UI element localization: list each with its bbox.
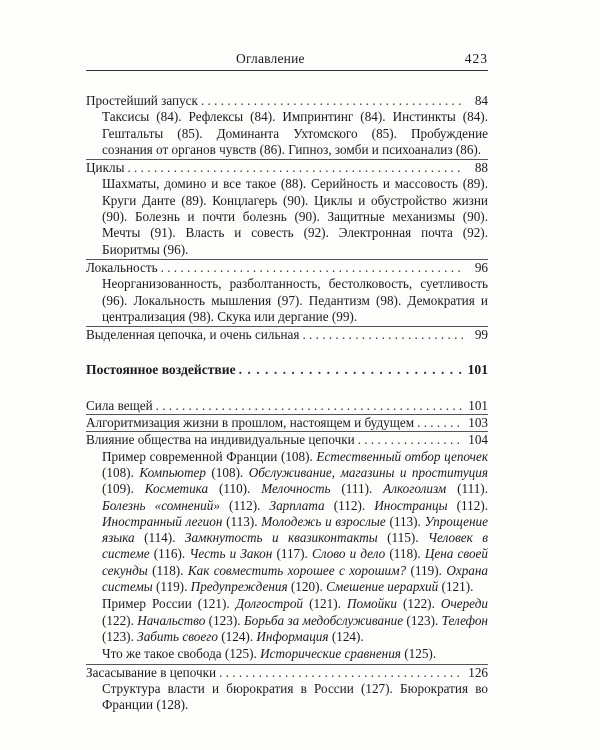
toc-subtopic-italic: Естественный отбор цепочек [316,448,488,464]
toc-subtopic-italic: Начальство [137,612,206,628]
toc-subtopic-italic: Иностранцы [374,497,448,513]
toc-entry[interactable] [86,327,488,343]
toc-subtopic-text: (113). [222,513,262,529]
toc-subtopic-text: (124). [328,628,364,644]
toc-subtopic-italic: Косметика [144,481,209,497]
toc-part-label: Постоянное воздействие [86,362,236,378]
toc-leader-dots [358,432,463,448]
toc-subtopic-text: (121). [303,596,347,612]
toc-entry-label: Локальность [86,259,158,275]
header-page-number: 423 [464,51,488,66]
toc-subtopic-italic: Обслуживание, магазины и проституция [248,464,488,480]
toc-subtopic-text: (111). [330,481,384,497]
toc-subtopic-italic: Телефон [441,612,488,628]
toc-leader-dots [161,260,463,276]
toc-entry[interactable] [86,160,488,176]
toc-entry-label: Засасывание в цепочки [86,664,217,680]
toc-entry[interactable] [86,260,488,276]
toc-entry-label: Простейший запуск [86,93,198,108]
toc-subtopic-italic: Смешение иерархий [326,579,439,595]
toc-part-page: 101 [467,362,488,378]
toc-entry-label: Выделенная цепочка, и очень сильная [86,327,300,343]
toc-subtopics: Шахматы, домино и все такое (88). Серийность и массовость (89). Круги Данте (89). Концлагерь (90). Циклы и обустройство жизни (90). Болезнь и почти болезнь (90). Защитные механизмы (90). Мечты (91). Власть и совесть (92). Электронная почта (92). Биоритмы (96). [102,176,488,257]
toc-entry[interactable] [86,415,488,431]
toc-subtopic-italic: Человек в системе [102,530,489,562]
toc-subtopics-freedom [102,646,488,662]
toc-entry-page: 104 [468,432,488,448]
toc-subtopic-text: Пример современной Франции (108). [102,448,317,464]
toc-subtopic-text: (112). [324,497,375,513]
toc-subtopic-text: (118). [385,546,425,562]
toc-subtopic-italic: Предупреждения [190,579,288,595]
toc-subtopics: Неорганизованность, разболтанность, бестолковость, суетливость (96). Локальность мышления (97). Педантизм (98). Демократия и централизация (98). Скука или дергание (99). [102,276,488,324]
toc-leader-dots [417,415,463,431]
toc-entry-page: 84 [474,93,488,108]
toc-subtopic-text: (116). [149,546,190,562]
toc-leader-dots [156,398,463,414]
toc-entry-page: 101 [468,397,488,413]
toc-subtopic-italic: Мелочность [261,481,331,497]
toc-subtopic-italic: Алкоголизм [383,481,447,497]
running-header [86,48,488,71]
toc-leader-dots [239,362,463,378]
toc-subtopic-text: (119). [152,579,191,595]
toc-subtopic-italic: Слово и дело [311,546,386,562]
toc-subtopic-text: (120). [287,579,327,595]
toc-subtopic-text: (122). [396,596,441,612]
toc-subtopic-italic: Охрана системы [102,562,489,595]
toc-subtopic-italic: Очереди [440,596,488,612]
toc-subtopic-italic: Молодежь и взрослые [261,513,386,529]
toc-subtopic-text: (109). [102,481,145,497]
toc-leader-dots [127,160,463,176]
toc-subtopic-italic: Исторические сравнения [260,646,401,662]
toc-entry-label: Алгоритмизация жизни в прошлом, настоящем и будущем [86,415,415,431]
toc-entry[interactable] [86,665,488,681]
toc-entry-label: Циклы [86,160,125,176]
toc-entry-label: Сила вещей [86,397,153,413]
toc-subtopic-italic: Цена своей секунды [102,546,489,578]
toc-entry-page: 103 [468,415,488,431]
toc-subtopic-text: (123). [205,612,244,628]
toc-subtopic-italic: Помойки [346,596,397,612]
toc-subtopics-russia [102,596,488,645]
toc-subtopic-text: (123). [403,612,442,628]
toc-subtopic-text: (108). [102,464,140,480]
toc-leader-dots [302,327,463,343]
toc-leader-dots [219,665,463,681]
toc-subtopic-text: (125). [400,646,437,662]
toc-subtopic-italic: Компьютер [139,464,206,480]
toc-subtopic-text: Пример России (121). [102,596,236,612]
toc-subtopic-text: (117). [272,546,312,562]
toc-subtopic-italic: Честь и Закон [189,546,273,562]
toc-entry-page: 99 [474,327,488,343]
header-title: Оглавление [236,51,305,66]
toc-subtopic-italic: Упрощение языка [102,513,489,546]
toc-subtopic-italic: Как совместить хорошее с хорошим? [187,562,407,578]
toc-subtopic-text: (112). [447,497,489,513]
toc-subtopic-text: (115). [377,530,428,546]
toc-subtopics: Структура власти и бюрократия в России (127). Бюрократия во Франции (128). [102,680,488,713]
toc-subtopic-text: (121). [438,579,474,595]
toc-content [86,93,488,714]
toc-subtopic-text: (112). [219,497,270,513]
toc-subtopic-text: (114). [134,530,185,546]
toc-part-entry[interactable] [86,362,488,378]
toc-entry[interactable] [86,398,488,414]
toc-entry[interactable] [86,93,488,109]
toc-subtopic-text: Что же такое свобода (125). [102,646,261,662]
toc-subtopic-italic: Иностранный легион [102,513,223,529]
toc-leader-dots [201,93,463,109]
toc-subtopic-italic: Замкнутость и квазиконтакты [184,530,378,546]
toc-entry-page: 126 [468,664,488,680]
toc-subtopic-italic: Зарплата [269,497,325,513]
toc-subtopic-text: (108). [205,464,249,480]
toc-subtopic-italic: Забить своего [137,628,218,644]
toc-subtopic-italic: Болезнь «сомнений» [102,497,220,513]
toc-subtopic-text: (118). [147,562,188,578]
toc-subtopic-text: (113). [385,513,425,529]
toc-subtopic-text: (124). [217,628,257,644]
toc-subtopic-italic: Информация [256,628,329,644]
toc-subtopic-italic: Борьба за медобслуживание [243,612,404,628]
toc-subtopics: Таксисы (84). Рефлексы (84). Импринтинг (84). Инстинкты (84). Гештальты (85). Доминанта Ухтомского (85). Пробуждение сознания от органов чувств (86). Гипноз, зомби и психоанализ (86). [102,109,488,157]
toc-subtopic-text: (111). [446,481,488,497]
toc-entry-label: Влияние общества на индивидуальные цепочки [86,432,355,448]
toc-entry-page: 88 [474,160,488,176]
toc-entry-page: 96 [474,259,488,275]
toc-subtopic-text: (119). [406,562,447,578]
toc-subtopic-text: (110). [208,481,262,497]
toc-subtopic-text: (123). [102,628,138,644]
toc-subtopic-text: (122). [102,612,138,628]
toc-subtopics-france [102,449,488,596]
toc-subtopic-italic: Долгострой [235,596,304,612]
toc-entry[interactable] [86,432,488,448]
